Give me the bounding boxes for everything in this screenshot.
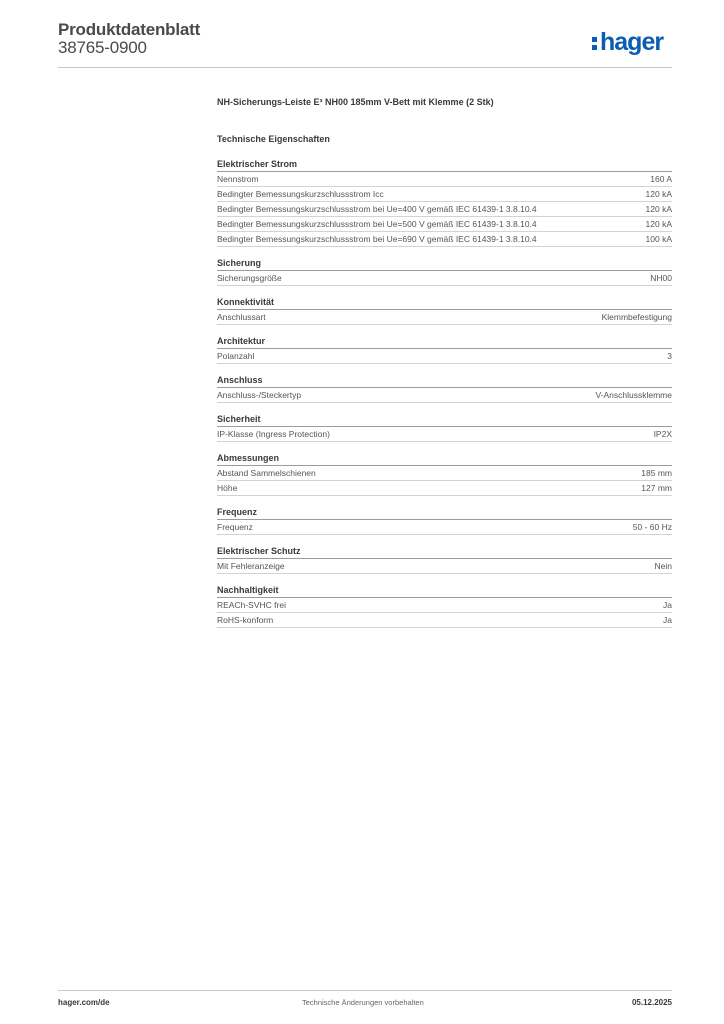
- property-group: [217, 506, 672, 535]
- property-value: 160 A: [650, 174, 672, 184]
- property-label: REACh-SVHC frei: [217, 600, 286, 610]
- property-row: [217, 388, 672, 403]
- property-value: Klemmbefestigung: [601, 312, 672, 322]
- property-group: [217, 413, 672, 442]
- property-label: Anschluss-/Steckertyp: [217, 390, 302, 400]
- datasheet-content: [217, 95, 672, 628]
- property-group: [217, 452, 672, 496]
- property-label: Nennstrom: [217, 174, 259, 184]
- footer-divider: [58, 990, 672, 991]
- property-row: [217, 310, 672, 325]
- property-label: Höhe: [217, 483, 238, 493]
- property-row: [217, 271, 672, 286]
- footer-note: Technische Änderungen vorbehalten: [302, 998, 424, 1007]
- property-label: Polanzahl: [217, 351, 255, 361]
- property-row: [217, 520, 672, 535]
- section-title: Technische Eigenschaften: [217, 134, 330, 144]
- property-value: IP2X: [653, 429, 672, 439]
- group-title: Elektrischer Schutz: [217, 545, 672, 559]
- property-group: [217, 335, 672, 364]
- property-row: [217, 598, 672, 613]
- property-groups: [217, 158, 672, 628]
- property-value: 120 kA: [645, 189, 672, 199]
- property-label: Frequenz: [217, 522, 253, 532]
- property-value: Nein: [654, 561, 672, 571]
- property-row: [217, 349, 672, 364]
- property-value: Ja: [663, 615, 672, 625]
- property-value: Ja: [663, 600, 672, 610]
- page-title: Produktdatenblatt: [58, 20, 201, 39]
- article-number: 38765-0900: [58, 38, 147, 57]
- group-title: Anschluss: [217, 374, 672, 388]
- footer-website[interactable]: hager.com/de: [58, 998, 110, 1007]
- property-row: [217, 559, 672, 574]
- property-value: 120 kA: [645, 204, 672, 214]
- logo-text: hager: [600, 28, 664, 56]
- property-label: Anschlussart: [217, 312, 266, 322]
- group-title: Elektrischer Strom: [217, 158, 672, 172]
- logo-dots-icon: [592, 36, 598, 52]
- property-value: 127 mm: [641, 483, 672, 493]
- property-group: [217, 584, 672, 628]
- property-value: 185 mm: [641, 468, 672, 478]
- property-value: 3: [667, 351, 672, 361]
- property-row: [217, 202, 672, 217]
- hager-logo: [592, 28, 663, 56]
- group-title: Frequenz: [217, 506, 672, 520]
- property-value: NH00: [650, 273, 672, 283]
- property-label: IP-Klasse (Ingress Protection): [217, 429, 330, 439]
- property-row: [217, 427, 672, 442]
- property-value: 50 - 60 Hz: [632, 522, 672, 532]
- property-label: Abstand Sammelschienen: [217, 468, 316, 478]
- property-group: [217, 158, 672, 247]
- property-label: Bedingter Bemessungskurzschlussstrom bei Ue=690 V gemäß IEC 61439-1 3.8.10.4: [217, 234, 537, 244]
- header-divider: [58, 67, 672, 68]
- property-value: V-Anschlussklemme: [595, 390, 672, 400]
- property-row: [217, 466, 672, 481]
- property-label: Bedingter Bemessungskurzschlussstrom bei Ue=500 V gemäß IEC 61439-1 3.8.10.4: [217, 219, 537, 229]
- property-label: RoHS-konform: [217, 615, 274, 625]
- property-group: [217, 374, 672, 403]
- property-label: Sicherungsgröße: [217, 273, 282, 283]
- group-title: Sicherung: [217, 257, 672, 271]
- property-label: Bedingter Bemessungskurzschlussstrom Icc: [217, 189, 384, 199]
- property-row: [217, 481, 672, 496]
- property-row: [217, 613, 672, 628]
- property-group: [217, 545, 672, 574]
- product-title: NH-Sicherungs-Leiste E³ NH00 185mm V-Bett mit Klemme (2 Stk): [217, 97, 494, 107]
- group-title: Architektur: [217, 335, 672, 349]
- group-title: Abmessungen: [217, 452, 672, 466]
- property-value: 100 kA: [645, 234, 672, 244]
- footer-date: 05.12.2025: [631, 998, 672, 1007]
- property-row: [217, 187, 672, 202]
- property-label: Mit Fehleranzeige: [217, 561, 285, 571]
- property-value: 120 kA: [645, 219, 672, 229]
- group-title: Sicherheit: [217, 413, 672, 427]
- property-group: [217, 257, 672, 286]
- property-row: [217, 232, 672, 247]
- property-group: [217, 296, 672, 325]
- property-row: [217, 172, 672, 187]
- group-title: Nachhaltigkeit: [217, 584, 672, 598]
- property-label: Bedingter Bemessungskurzschlussstrom bei Ue=400 V gemäß IEC 61439-1 3.8.10.4: [217, 204, 537, 214]
- group-title: Konnektivität: [217, 296, 672, 310]
- property-row: [217, 217, 672, 232]
